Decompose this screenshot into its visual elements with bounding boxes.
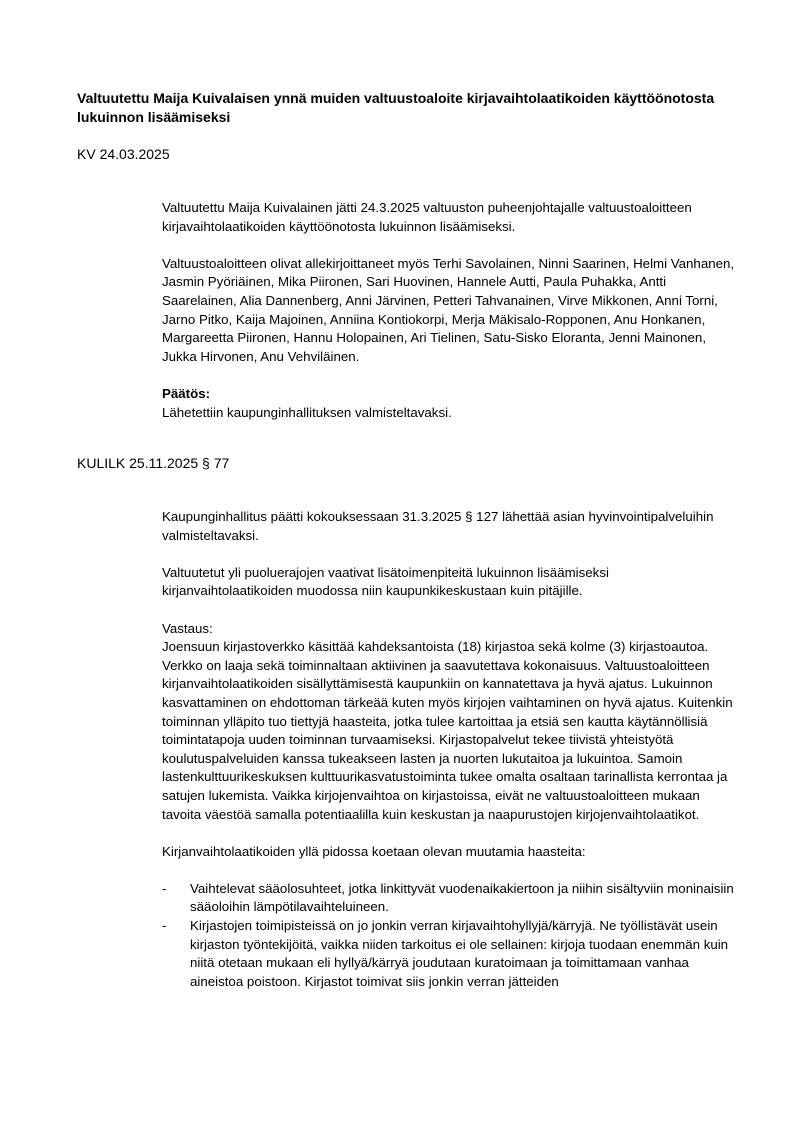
decision-text: Lähetettiin kaupunginhallituksen valmisteltavaksi. — [162, 404, 452, 420]
answer-label: Vastaus: — [162, 620, 213, 636]
list-item — [162, 917, 742, 991]
bullet-dash: - — [162, 918, 167, 934]
meeting-reference-kv: KV 24.03.2025 — [77, 146, 170, 162]
challenges-intro: Kirjanvaihtolaatikoiden yllä pidossa koetaan olevan muutamia haasteita: — [162, 843, 586, 859]
meeting-reference-kulilk: KULILK 25.11.2025 § 77 — [77, 455, 230, 471]
section-kulilk-body — [162, 508, 742, 991]
list-item-text: Kirjastojen toimipisteissä on jo jonkin verran kirjavaihtohyllyjä/kärryjä. Ne työllistävät usein kirjaston työntekijöitä, vaikka niiden tarkoitus ei ole sellainen: kirjoja tuodaan enemmän kuin niitä otetaan mukaan eli hyllyä/kärryä joudutaan kuratoimaan ja toimittamaan vanhaa aineistoa poistoon. Kirjastot toimivat siis jonkin verran jätteiden — [190, 918, 729, 989]
signatories-paragraph: Valtuustoaloitteen olivat allekirjoittaneet myös Terhi Savolainen, Ninni Saarinen, Helmi Vanhanen, Jasmin Pyöriäinen, Mika Piironen, Sari Huovinen, Hannele Autti, Paula Puhakka, Antti Saarelainen, Alia Dannenberg, Anni Järvinen, Petteri Tahvanainen, Virve Mikkonen, Anni Torni, Jarno Pitko, Kaija Majoinen, Anniina Kontiokorpi, Merja Mäkisalo-Ropponen, Anu Honkanen, Margareetta Piironen, Hannu Holopainen, Ari Tielinen, Satu-Sisko Eloranta, Jenni Mainonen, Jukka Hirvonen, Anu Vehviläinen. — [162, 255, 735, 364]
list-item-text: Vaihtelevat sääolosuhteet, jotka linkittyvät vuodenaikakiertoon ja niihin sisältyviin moninaisiin sääoloihin lämpötilavaihteluineen. — [190, 880, 734, 915]
section-kv-body — [162, 199, 742, 422]
answer-text: Joensuun kirjastoverkko käsittää kahdeksantoista (18) kirjastoa sekä kolme (3) kirjastoautoa. Verkko on laaja sekä toiminnaltaan aktiivinen ja saavutettava kokonaisuus. Valtuustoaloitteen kirjanvaihtolaatikoiden sisällyttämisestä kaupunkiin on kannatettava ja hyvä ajatus. Lukuinnon kasvattaminen on ehdottoman tärkeää kuten myös kirjojen vaihtaminen on hyvä ajatus. Kuitenkin toiminnan ylläpito tuo tiettyjä haasteita, jotka tulee kartoittaa ja etsiä sen kautta käytännöllisiä toimintatapoja uuden toiminnan turvaamiseksi. Kirjastopalvelut tekee tiivistä yhteistyötä koulutuspalveluiden kanssa tukeakseen lasten ja nuorten lukutaitoa ja lukuintoa. Samoin lastenkulttuurikeskuksen kulttuurikasvatustoiminta tukee omalta osaltaan tarinallista kerrontaa ja satujen lukemista. Vaikka kirjojenvaihtoa on kirjastoissa, eivät ne valtuustoaloitteen mukaan tavoita väestöä samalla potentiaalilla kuin keskustan ja naapurustojen kirjojenvaihtolaatikot. — [162, 639, 733, 822]
paragraph: Kaupunginhallitus päätti kokouksessaan 31.3.2025 § 127 lähettää asian hyvinvointipalveluihin valmisteltavaksi. — [162, 509, 714, 543]
paragraph: Valtuutetut yli puoluerajojen vaativat lisätoimenpiteitä lukuinnon lisäämiseksi kirjanvaihtolaatikoiden muodossa niin kaupunkikeskustaan kuin pitäjille. — [162, 564, 609, 599]
document-title: Valtuutettu Maija Kuivalaisen ynnä muiden valtuustoaloite kirjavaihtolaatikoiden käyttöönotosta lukuinnon lisäämiseksi — [77, 90, 715, 125]
challenges-list — [162, 880, 742, 992]
list-item — [162, 880, 742, 917]
bullet-dash: - — [162, 880, 167, 896]
decision-label: Päätös: — [162, 385, 211, 401]
paragraph: Valtuutettu Maija Kuivalainen jätti 24.3.2025 valtuuston puheenjohtajalle valtuustoaloitteen kirjavaihtolaatikoiden käyttöönotosta lukuinnon lisäämiseksi. — [162, 200, 692, 234]
